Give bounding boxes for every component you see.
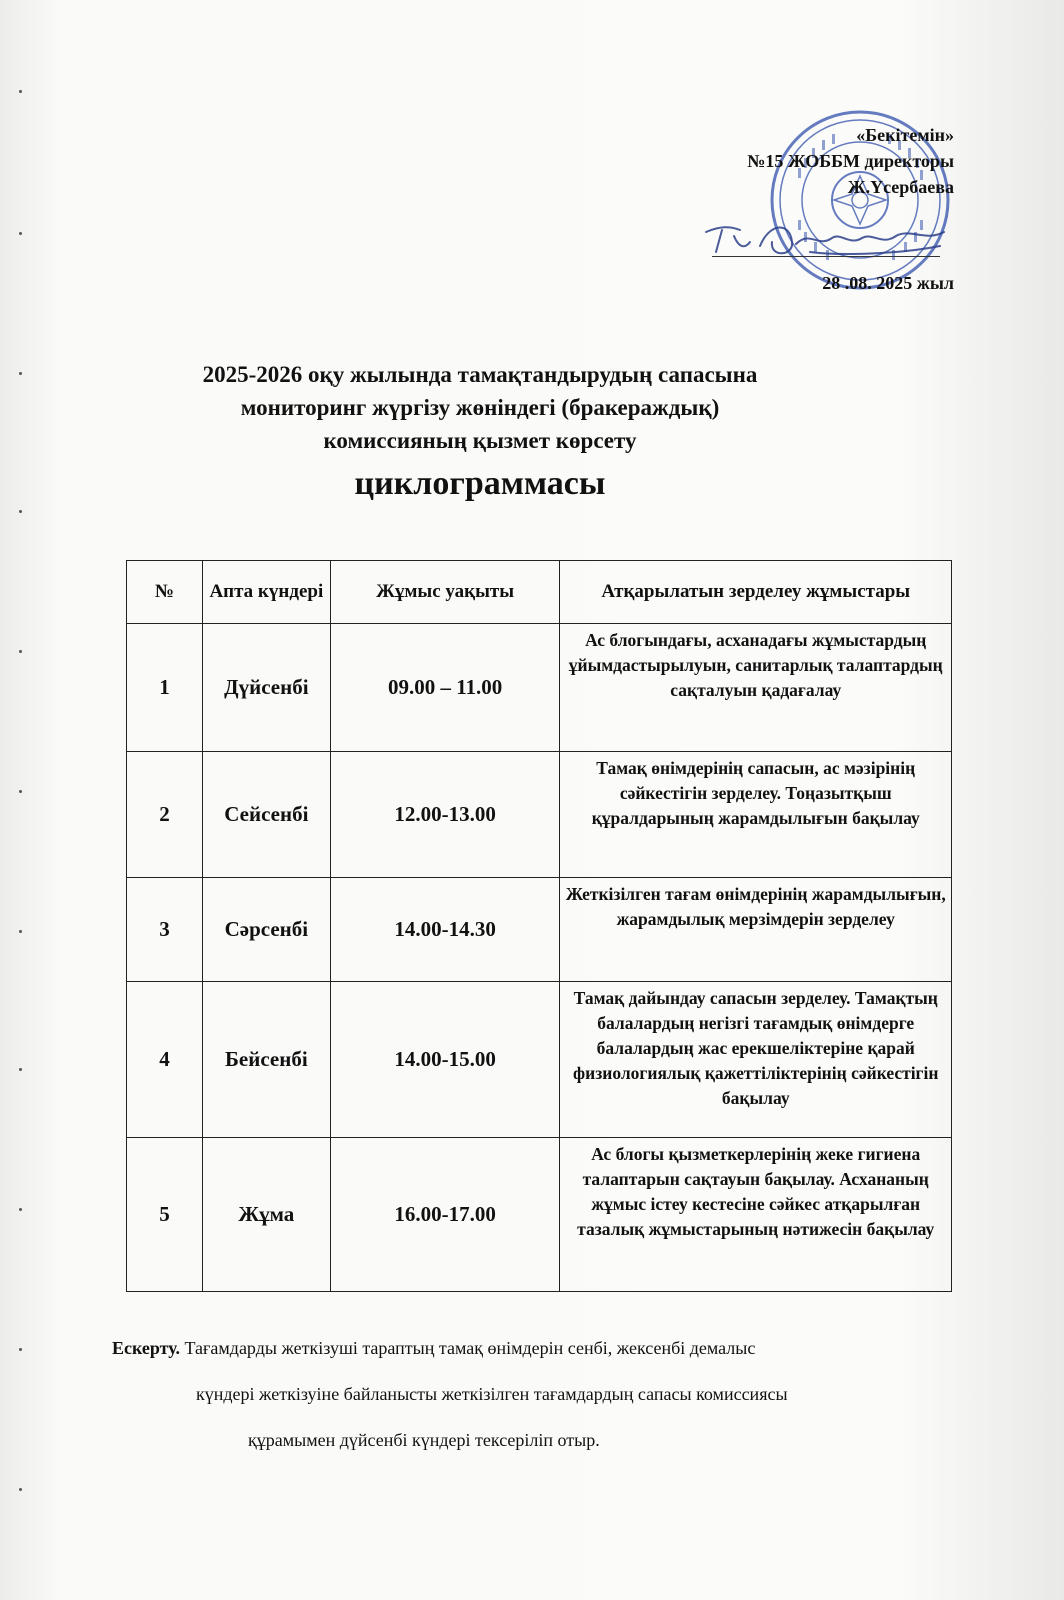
footnote-line-3: құрамымен дүйсенбі күндері тексеріліп отыр.	[248, 1430, 600, 1450]
row-weekday: Бейсенбі	[202, 982, 330, 1138]
table-row	[127, 624, 952, 752]
footnote-label: Ескерту.	[112, 1338, 180, 1358]
binder-dot	[19, 1068, 22, 1071]
approval-date: 28 .08. 2025 жыл	[822, 273, 954, 293]
header-tasks: Атқарылатын зерделеу жұмыстары	[560, 561, 952, 624]
row-weekday: Жұма	[202, 1138, 330, 1292]
row-tasks: Ас блогындағы, асханадағы жұмыстардың ұйымдастырылуын, санитарлық талаптардың сақталуын қадағалау	[560, 624, 952, 752]
title-line-3: комиссияның қызмет көрсету	[323, 428, 637, 453]
row-number: 3	[127, 878, 203, 982]
header-weekday: Апта күндері	[202, 561, 330, 624]
binder-dot	[19, 1348, 22, 1351]
row-tasks: Тамақ дайындау сапасын зерделеу. Тамақтың балалардың негізгі тағамдық өнімдерге балалардың жас ерекшеліктеріне қарай физиологиялық қажеттіліктерінің сәйкестігін бақылау	[560, 982, 952, 1138]
binder-dot	[19, 372, 22, 375]
row-number: 2	[127, 752, 203, 878]
title-line-4: циклограммасы	[354, 465, 606, 502]
row-weekday: Сейсенбі	[202, 752, 330, 878]
row-tasks: Жеткізілген тағам өнімдерінің жарамдылығын, жарамдылық мерзімдерін зерделеу	[560, 878, 952, 982]
approval-name: Ж.Үсербаева	[847, 177, 954, 197]
title-line-1: 2025-2026 оқу жылында тамақтандырудың сапасына	[202, 362, 758, 387]
table-row	[127, 1138, 952, 1292]
approval-block	[654, 122, 954, 296]
binder-dot	[19, 232, 22, 235]
footnote	[112, 1336, 932, 1452]
binder-dot	[19, 510, 22, 513]
table-header-row	[127, 561, 952, 624]
binder-dot	[19, 790, 22, 793]
row-time: 12.00-13.00	[330, 752, 560, 878]
approval-heading: «Бекітемін»	[856, 125, 954, 145]
row-tasks: Ас блогы қызметкерлерінің жеке гигиена талаптарын сақтауын бақылау. Асхананың жұмыс істеу кестесіне сәйкес атқарылған тазалық жұмыстарының нәтижесін бақылау	[560, 1138, 952, 1292]
title-line-2: мониторинг жүргізу жөніндегі (бракераждық)	[240, 395, 720, 420]
table-row	[127, 752, 952, 878]
binder-dot	[19, 90, 22, 93]
row-time: 14.00-14.30	[330, 878, 560, 982]
row-time: 14.00-15.00	[330, 982, 560, 1138]
footnote-line-1: Тағамдарды жеткізуші тараптың тамақ өнімдерін сенбі, жексенбі демалыс	[179, 1338, 756, 1358]
header-number: №	[127, 561, 203, 624]
row-number: 4	[127, 982, 203, 1138]
table-row	[127, 878, 952, 982]
footnote-line-2: күндері жеткізуіне байланысты жеткізілген тағамдардың сапасы комиссиясы	[196, 1384, 788, 1404]
table-row	[127, 982, 952, 1138]
row-weekday: Дүйсенбі	[202, 624, 330, 752]
row-number: 1	[127, 624, 203, 752]
approval-position: №15 ЖОББМ директоры	[747, 151, 954, 171]
binder-dot	[19, 930, 22, 933]
document-title	[120, 358, 840, 509]
schedule-table	[126, 560, 952, 1292]
row-time: 16.00-17.00	[330, 1138, 560, 1292]
binder-dot	[19, 650, 22, 653]
binder-dot	[19, 1208, 22, 1211]
row-tasks: Тамақ өнімдерінің сапасын, ас мәзірінің сәйкестігін зерделеу. Тоңазытқыш құралдарының жарамдылығын бақылау	[560, 752, 952, 878]
row-time: 09.00 – 11.00	[330, 624, 560, 752]
header-work-time: Жұмыс уақыты	[330, 561, 560, 624]
row-number: 5	[127, 1138, 203, 1292]
binder-dot	[19, 1488, 22, 1491]
row-weekday: Сәрсенбі	[202, 878, 330, 982]
